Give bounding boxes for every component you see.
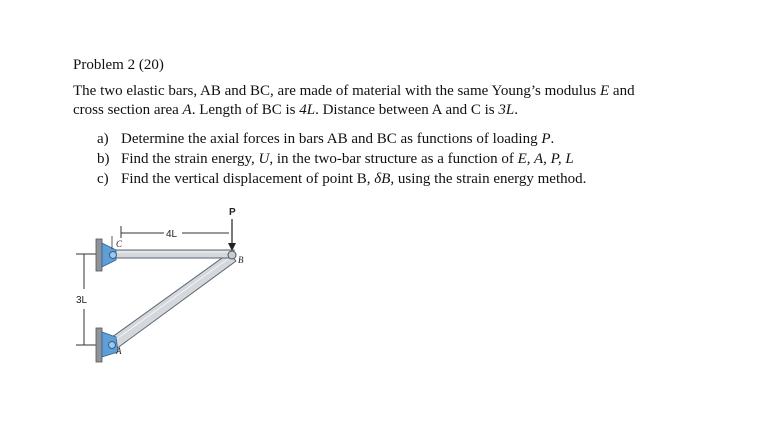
point-a-label: A (116, 346, 122, 356)
youngs-modulus-symbol: E (600, 83, 610, 99)
displacement-symbol: δB (374, 171, 391, 187)
statement-text: . Distance between A and C is (315, 102, 499, 118)
load-symbol: P (541, 131, 551, 147)
area-symbol: A (182, 102, 192, 118)
part-text: in the two-bar structure as a function of (273, 151, 518, 167)
pin-c (110, 252, 117, 259)
statement-text: . (514, 102, 518, 118)
part-marker: c) (97, 171, 109, 187)
point-c-label: C (116, 239, 123, 249)
pin-b-circle (228, 251, 236, 259)
height-label: 3L (76, 295, 88, 306)
length-dimension (121, 226, 229, 240)
load-arrow (228, 207, 236, 251)
wall-a (96, 328, 102, 362)
statement-text: The two elastic bars, AB and BC, are made of material with the same Young’s modulus (73, 83, 600, 99)
bar-bc-body (112, 250, 234, 258)
statement-text: cross section area (73, 102, 183, 118)
statement-text: . Length of BC is (191, 102, 300, 118)
load-label: P (229, 207, 236, 218)
bar-ab (108, 253, 236, 349)
length-bc-symbol: 4L (299, 102, 316, 118)
bar-bc (112, 250, 234, 258)
length-label: 4L (166, 229, 178, 240)
part-text: Find the vertical displacement of point B, (121, 171, 375, 187)
part-text: . (550, 131, 555, 147)
bar-ab-highlight (111, 256, 232, 343)
distance-ac-symbol: 3L (498, 102, 515, 118)
part-marker: a) (97, 131, 109, 147)
problem-title: Problem 2 (20) (73, 57, 164, 73)
statement-text: and (609, 83, 635, 99)
part-text: Determine the axial forces in bars AB and BC as functions of loading (121, 131, 542, 147)
pin-a (109, 342, 116, 349)
part-text: , using the strain energy method. (390, 171, 587, 187)
part-text: Find the strain energy, (121, 151, 259, 167)
wall-c (96, 239, 102, 271)
strain-energy-symbol: U, (258, 151, 274, 167)
part-marker: b) (97, 151, 110, 167)
point-b-label: B (238, 255, 244, 265)
height-dimension (76, 254, 96, 345)
parameter-symbols: E, A, P, L (517, 151, 574, 167)
